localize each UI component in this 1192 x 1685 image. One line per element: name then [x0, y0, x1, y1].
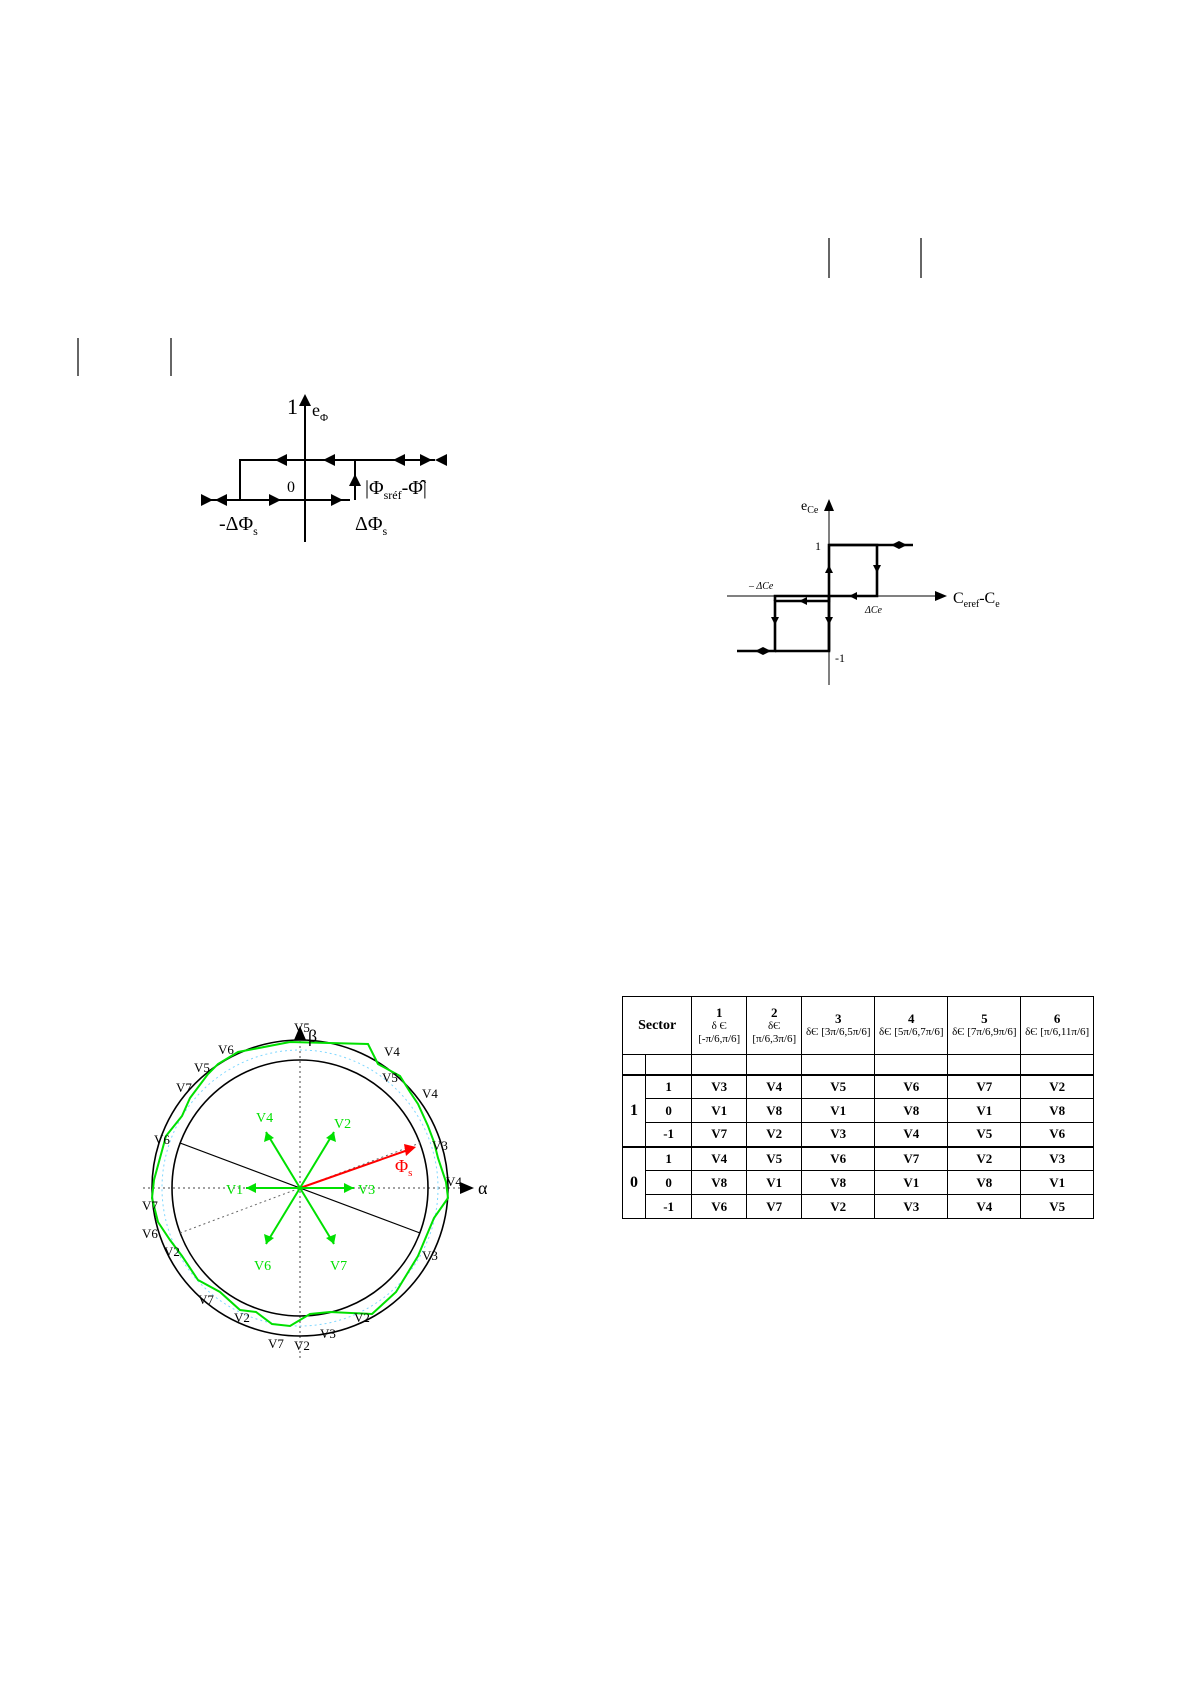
table-row — [623, 1123, 1094, 1147]
flux-pos-threshold: $\Delta\Phi_s$ — [355, 513, 388, 538]
vector-cell: V4 — [747, 1075, 802, 1099]
torque-y-label: $e_{Ce}$ — [801, 499, 819, 516]
vector-cell: V7 — [747, 1195, 802, 1219]
sector-header: Sector — [623, 997, 692, 1055]
inner-vector-label: V1 — [226, 1183, 244, 1198]
torque-state-cell: -1 — [646, 1195, 692, 1219]
trajectory-label: V2 — [294, 1338, 310, 1353]
table-row — [623, 1171, 1094, 1195]
vector-cell: V4 — [692, 1147, 747, 1171]
flux-trajectory — [152, 1042, 448, 1326]
trajectory-label: V3 — [432, 1138, 448, 1153]
table-row — [623, 1099, 1094, 1123]
sector-col-header: 1 δ Є [-π/6,π/6] — [692, 997, 747, 1055]
trajectory-label: V6 — [218, 1042, 234, 1057]
sector-col-header: 6 δЄ [π/6,11π/6] — [1021, 997, 1094, 1055]
table-spacer-row — [623, 1055, 1094, 1075]
vector-cell: V7 — [948, 1075, 1021, 1099]
trajectory-label: V2 — [354, 1310, 370, 1325]
trajectory-label: V7 — [176, 1080, 192, 1095]
inner-vector-label: V6 — [254, 1259, 272, 1274]
vector-trajectory-figure — [140, 1012, 500, 1372]
table-row — [623, 1195, 1094, 1219]
vector-cell: V8 — [747, 1099, 802, 1123]
inner-vector-label: V3 — [358, 1183, 376, 1198]
vector-cell: V5 — [948, 1123, 1021, 1147]
torque-state-cell: 1 — [646, 1075, 692, 1099]
switching-table — [622, 996, 1094, 1219]
vector-cell: V3 — [692, 1075, 747, 1099]
flux-x-label: $|\Phi_{sréf}-\Phî|$ — [365, 477, 427, 502]
vector-cell: V4 — [948, 1195, 1021, 1219]
vector-cell: V1 — [747, 1171, 802, 1195]
vector-cell: V1 — [948, 1099, 1021, 1123]
trajectory-label: V3 — [422, 1248, 438, 1263]
vector-cell: V3 — [875, 1195, 948, 1219]
flux-y-label: $e_\Phi$ — [312, 400, 329, 424]
vector-cell: V8 — [875, 1099, 948, 1123]
vector-cell: V6 — [692, 1195, 747, 1219]
vector-cell: V8 — [948, 1171, 1021, 1195]
vector-cell: V1 — [875, 1171, 948, 1195]
flux-zero-label: 0 — [287, 479, 295, 496]
vector-cell: V8 — [802, 1171, 875, 1195]
vector-cell: V7 — [875, 1147, 948, 1171]
vector-cell: V6 — [1021, 1123, 1094, 1147]
table-row — [623, 1075, 1094, 1099]
torque-state-cell: 1 — [646, 1147, 692, 1171]
inner-vector-label: V4 — [256, 1111, 274, 1126]
vector-cell: V7 — [692, 1123, 747, 1147]
torque-state-cell: 0 — [646, 1171, 692, 1195]
trajectory-label: V6 — [142, 1226, 158, 1241]
sector-col-header: 3 δЄ [3π/6,5π/6] — [802, 997, 875, 1055]
vector-cell: V1 — [802, 1099, 875, 1123]
torque-neg-threshold: – ΔCe — [749, 581, 774, 592]
trajectory-label: V7 — [142, 1198, 158, 1213]
vector-cell: V5 — [1021, 1195, 1094, 1219]
flux-vector-label: $\Phi_s$ — [395, 1156, 413, 1179]
trajectory-label: V5 — [382, 1070, 398, 1085]
torque-level-one: 1 — [815, 539, 821, 553]
trajectory-label: V4 — [384, 1044, 400, 1059]
vector-cell: V8 — [692, 1171, 747, 1195]
trajectory-label: V2 — [164, 1244, 180, 1259]
trajectory-label: V7 — [198, 1292, 214, 1307]
flux-state-cell: 1 — [623, 1075, 646, 1147]
vector-cell: V8 — [1021, 1099, 1094, 1123]
sector-col-header: 5 δЄ [7π/6,9π/6] — [948, 997, 1021, 1055]
torque-pos-threshold: ΔCe — [865, 605, 882, 616]
vector-cell: V5 — [802, 1075, 875, 1099]
trajectory-label: V4 — [422, 1086, 438, 1101]
torque-hysteresis-figure — [725, 495, 1035, 695]
torque-level-neg-one: -1 — [835, 651, 845, 665]
switching-table-container — [622, 996, 1094, 1219]
vector-cell: V2 — [802, 1195, 875, 1219]
flux-level-one: 1 — [287, 394, 298, 419]
vector-cell: V5 — [747, 1147, 802, 1171]
torque-x-label: $C_{eref}-C_e$ — [953, 590, 1000, 610]
vector-cell: V2 — [948, 1147, 1021, 1171]
flux-vector — [300, 1150, 408, 1188]
formula-bar-marks-top — [0, 0, 1192, 380]
vector-cell: V2 — [1021, 1075, 1094, 1099]
sector-col-header: 2 δЄ [π/6,3π/6] — [747, 997, 802, 1055]
trajectory-label: V4 — [446, 1174, 462, 1189]
alpha-label: α — [478, 1178, 488, 1198]
inner-vector-label: V2 — [334, 1117, 352, 1132]
torque-state-cell: -1 — [646, 1123, 692, 1147]
vector-cell: V6 — [875, 1075, 948, 1099]
vector-cell: V3 — [802, 1123, 875, 1147]
trajectory-label: V7 — [268, 1336, 284, 1351]
vector-cell: V1 — [692, 1099, 747, 1123]
trajectory-label: V2 — [234, 1310, 250, 1325]
vector-cell: V6 — [802, 1147, 875, 1171]
table-row — [623, 1147, 1094, 1171]
beta-label: β — [308, 1026, 318, 1046]
torque-state-cell: 0 — [646, 1099, 692, 1123]
vector-cell: V4 — [875, 1123, 948, 1147]
flux-state-cell: 0 — [623, 1147, 646, 1219]
vector-cell: V3 — [1021, 1147, 1094, 1171]
flux-neg-threshold: $-\Delta\Phi_s$ — [219, 513, 258, 538]
flux-hysteresis-figure — [195, 392, 485, 552]
trajectory-label: V5 — [294, 1020, 310, 1035]
trajectory-label: V5 — [194, 1060, 210, 1075]
trajectory-label: V6 — [154, 1132, 170, 1147]
trajectory-label: V3 — [320, 1326, 336, 1341]
vector-cell: V1 — [1021, 1171, 1094, 1195]
vector-cell: V2 — [747, 1123, 802, 1147]
inner-vector-label: V7 — [330, 1259, 348, 1274]
table-header-row — [623, 997, 1094, 1055]
sector-col-header: 4 δЄ [5π/6,7π/6] — [875, 997, 948, 1055]
